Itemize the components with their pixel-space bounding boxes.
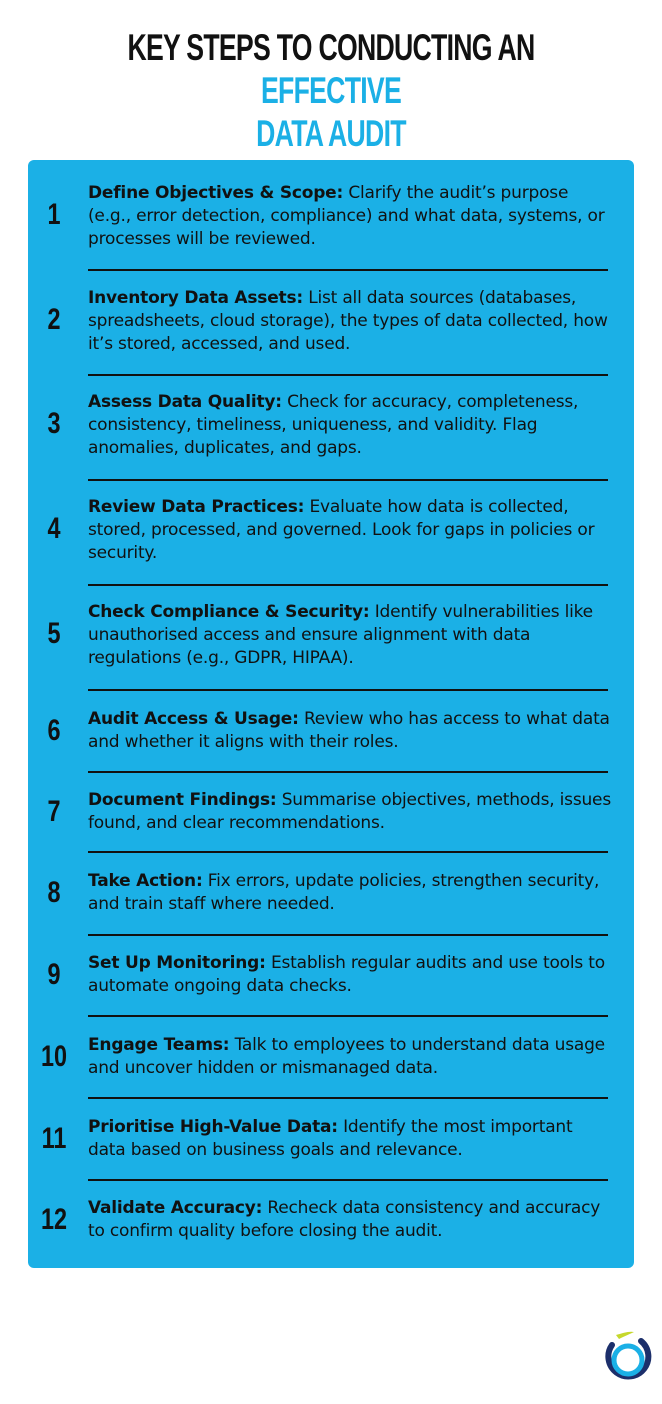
step-heading: Validate Accuracy: bbox=[88, 1198, 263, 1218]
step-divider bbox=[88, 934, 608, 936]
step-body: Fix errors, update policies, strengthen security, and train staff where needed. bbox=[88, 871, 600, 914]
step-divider bbox=[88, 851, 608, 853]
step-number: 3 bbox=[47, 407, 61, 440]
logo-inner-ring-icon bbox=[614, 1346, 642, 1374]
step-text bbox=[88, 391, 614, 460]
step-number: 2 bbox=[47, 303, 61, 336]
step-divider bbox=[88, 584, 608, 586]
steps-panel bbox=[28, 160, 634, 1268]
step-divider bbox=[88, 771, 608, 773]
step-number: 6 bbox=[47, 714, 61, 747]
step-body: List all data sources (databases, spreadsheets, cloud storage), the types of data collected, how it’s stored, accessed, and used. bbox=[88, 288, 608, 354]
step-divider bbox=[88, 479, 608, 481]
step-text bbox=[88, 952, 614, 998]
step-number: 11 bbox=[41, 1122, 67, 1155]
brand-logo-icon bbox=[603, 1331, 653, 1383]
step-body: Recheck data consistency and accuracy to confirm quality before closing the audit. bbox=[88, 1198, 601, 1241]
step-heading: Set Up Monitoring: bbox=[88, 953, 266, 973]
step-heading: Prioritise High-Value Data: bbox=[88, 1117, 338, 1137]
step-divider bbox=[88, 269, 608, 271]
step-heading: Take Action: bbox=[88, 871, 203, 891]
step-body: Evaluate how data is collected, stored, processed, and governed. Look for gaps in policies or security. bbox=[88, 497, 595, 563]
step-text bbox=[88, 1197, 614, 1243]
step-number: 1 bbox=[47, 198, 61, 231]
step-divider bbox=[88, 1015, 608, 1017]
step-heading: Assess Data Quality: bbox=[88, 392, 282, 412]
step-body: Summarise objectives, methods, issues found, and clear recommendations. bbox=[88, 790, 611, 833]
step-number: 10 bbox=[40, 1040, 68, 1073]
step-text bbox=[88, 601, 614, 670]
step-body: Identify the most important data based on business goals and relevance. bbox=[88, 1117, 573, 1160]
step-text bbox=[88, 789, 614, 835]
title-line2-accent: DATA AUDIT bbox=[256, 113, 406, 154]
step-text bbox=[88, 708, 614, 754]
step-heading: Engage Teams: bbox=[88, 1035, 230, 1055]
step-body: Check for accuracy, completeness, consistency, timeliness, uniqueness, and validity. Flag anomalies, duplicates, and gaps. bbox=[88, 392, 579, 458]
step-number: 5 bbox=[47, 617, 61, 650]
step-heading: Audit Access & Usage: bbox=[88, 709, 299, 729]
step-heading: Document Findings: bbox=[88, 790, 277, 810]
title-line1-dark: KEY STEPS TO CONDUCTING AN bbox=[127, 27, 535, 68]
step-heading: Check Compliance & Security: bbox=[88, 602, 370, 622]
step-number: 7 bbox=[47, 795, 61, 828]
step-body: Identify vulnerabilities like unauthorised access and ensure alignment with data regulations (e.g., GDPR, HIPAA). bbox=[88, 602, 593, 668]
step-divider bbox=[88, 1179, 608, 1181]
step-text bbox=[88, 182, 614, 251]
step-text bbox=[88, 1034, 614, 1080]
page-title bbox=[93, 26, 570, 155]
step-number: 4 bbox=[47, 512, 61, 545]
step-text bbox=[88, 496, 614, 565]
step-body: Clarify the audit’s purpose (e.g., error detection, compliance) and what data, systems, or processes will be reviewed. bbox=[88, 183, 605, 249]
step-divider bbox=[88, 374, 608, 376]
step-divider bbox=[88, 1097, 608, 1099]
step-body: Establish regular audits and use tools to automate ongoing data checks. bbox=[88, 953, 605, 996]
step-number: 8 bbox=[47, 876, 61, 909]
step-heading: Inventory Data Assets: bbox=[88, 288, 303, 308]
step-heading: Review Data Practices: bbox=[88, 497, 305, 517]
step-heading: Define Objectives & Scope: bbox=[88, 183, 344, 203]
step-text bbox=[88, 287, 614, 356]
step-text bbox=[88, 1116, 614, 1162]
step-body: Talk to employees to understand data usage and uncover hidden or mismanaged data. bbox=[88, 1035, 605, 1078]
title-line1-accent: EFFECTIVE bbox=[260, 70, 402, 111]
step-number: 12 bbox=[40, 1203, 68, 1236]
step-divider bbox=[88, 689, 608, 691]
step-body: Review who has access to what data and whether it aligns with their roles. bbox=[88, 709, 610, 752]
step-number: 9 bbox=[47, 958, 61, 991]
logo-leaf-icon bbox=[616, 1332, 634, 1339]
step-text bbox=[88, 870, 614, 916]
